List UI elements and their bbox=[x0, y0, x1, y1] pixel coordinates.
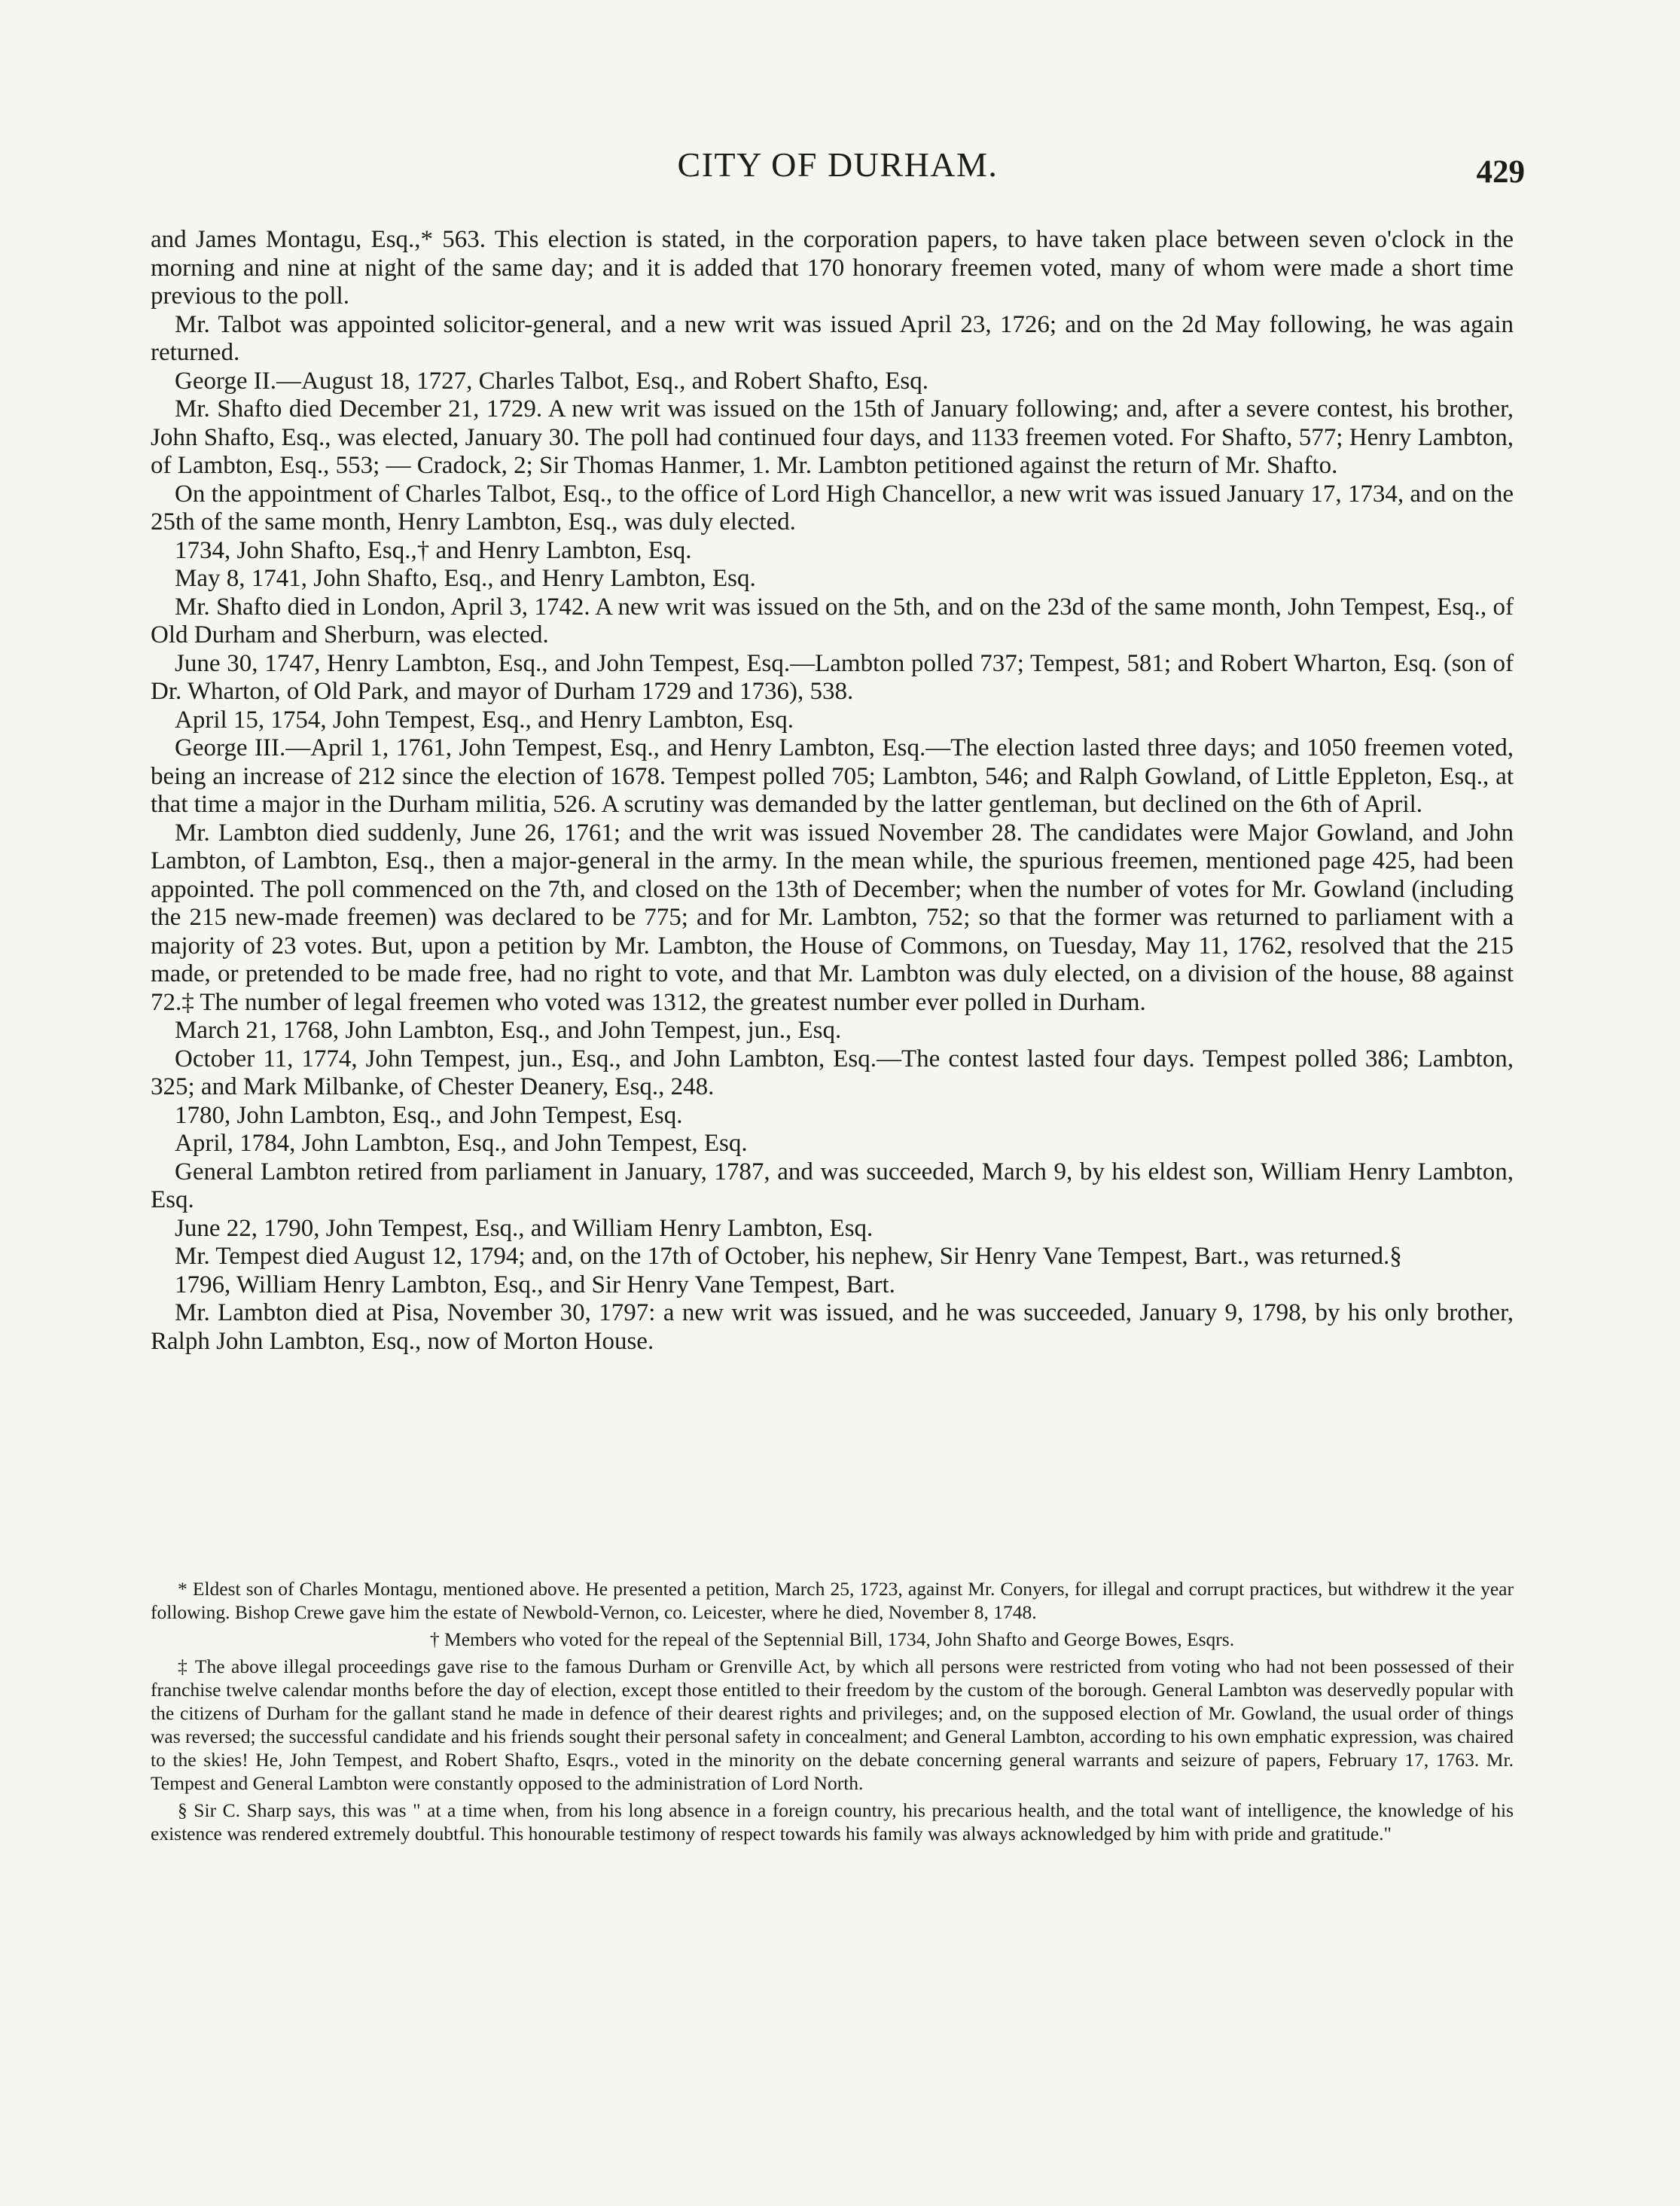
paragraph: On the appointment of Charles Talbot, Esq., to the office of Lord High Chancellor, a new writ was issued January 17, 1734, and on the 25th of the same month, Henry Lambton, Esq., was duly elected. bbox=[151, 480, 1514, 535]
page-header bbox=[151, 140, 1525, 193]
running-title: CITY OF DURHAM. bbox=[677, 145, 999, 184]
footnote: ‡ The above illegal proceedings gave rise to the famous Durham or Grenville Act, by which all persons were restricted from voting who had not been possessed of their franchise twelve calendar months before the day of election, except those entitled to their freedom by the custom of the borough. General Lambton was deservedly popular with the citizens of Durham for the gallant stand he made in defence of their dearest rights and privileges; and, on the supposed election of Mr. Gowland, the usual order of things was reversed; the successful candidate and his friends sought their personal safety in concealment; and General Lambton, according to his own emphatic expression, was chaired to the skies! He, John Tempest, and Robert Shafto, Esqrs., voted in the minority on the debate concerning general warrants and seizure of papers, February 17, 1763. Mr. Tempest and General Lambton were constantly opposed to the administration of Lord North. bbox=[151, 1655, 1514, 1794]
paragraph: April, 1784, John Lambton, Esq., and John Tempest, Esq. bbox=[175, 1130, 748, 1157]
paragraph: October 11, 1774, John Tempest, jun., Esq., and John Lambton, Esq.—The contest lasted four days. Tempest polled 386; Lambton, 325; and Mark Milbanke, of Chester Deanery, Esq., 248. bbox=[151, 1045, 1514, 1100]
paragraph: and James Montagu, Esq.,* 563. This election is stated, in the corporation papers, to have taken place between seven o'clock in the morning and nine at night of the same day; and it is added that 170 honorary freemen voted, many of whom were made a short time previous to the poll. bbox=[151, 226, 1514, 310]
paragraph: June 30, 1747, Henry Lambton, Esq., and John Tempest, Esq.—Lambton polled 737; Tempest, 581; and Robert Wharton, Esq. (son of Dr. Wharton, of Old Park, and mayor of Durham 1729 and 1736), 538. bbox=[151, 649, 1514, 705]
paragraph: 1796, William Henry Lambton, Esq., and Sir Henry Vane Tempest, Bart. bbox=[175, 1271, 895, 1298]
paragraph: General Lambton retired from parliament in January, 1787, and was succeeded, March 9, by his eldest son, William Henry Lambton, Esq. bbox=[151, 1158, 1514, 1213]
paragraph: George II.—August 18, 1727, Charles Talbot, Esq., and Robert Shafto, Esq. bbox=[175, 367, 929, 395]
footnotes bbox=[151, 1577, 1514, 1849]
main-text bbox=[151, 226, 1514, 1356]
paragraph: Mr. Talbot was appointed solicitor-general, and a new writ was issued April 23, 1726; and on the 2d May following, he was again returned. bbox=[151, 310, 1514, 366]
paragraph: 1734, John Shafto, Esq.,† and Henry Lambton, Esq. bbox=[175, 536, 692, 564]
paragraph: George III.—April 1, 1761, John Tempest, Esq., and Henry Lambton, Esq.—The election lasted three days; and 1050 freemen voted, being an increase of 212 since the election of 1678. Tempest polled 705; Lambton, 546; and Ralph Gowland, of Little Eppleton, Esq., at that time a major in the Durham militia, 526. A scrutiny was demanded by the latter gentleman, but declined on the 6th of April. bbox=[151, 734, 1514, 818]
footnote: * Eldest son of Charles Montagu, mentioned above. He presented a petition, March 25, 1723, against Mr. Conyers, for illegal and corrupt practices, but withdrew it the year following. Bishop Crewe gave him the estate of Newbold-Vernon, co. Leicester, where he died, November 8, 1748. bbox=[151, 1578, 1514, 1623]
page-number: 429 bbox=[1476, 154, 1525, 190]
paragraph: Mr. Tempest died August 12, 1794; and, on the 17th of October, his nephew, Sir Henry Vane Tempest, Bart., was returned.§ bbox=[175, 1243, 1402, 1270]
paragraph: March 21, 1768, John Lambton, Esq., and John Tempest, jun., Esq. bbox=[175, 1017, 842, 1044]
footnote: † Members who voted for the repeal of the Septennial Bill, 1734, John Shafto and George Bowes, Esqrs. bbox=[429, 1628, 1235, 1650]
paragraph: April 15, 1754, John Tempest, Esq., and Henry Lambton, Esq. bbox=[175, 706, 794, 734]
paragraph: Mr. Shafto died December 21, 1729. A new writ was issued on the 15th of January following; and, after a severe contest, his brother, John Shafto, Esq., was elected, January 30. The poll had continued four days, and 1133 freemen voted. For Shafto, 577; Henry Lambton, of Lambton, Esq., 553; — Cradock, 2; Sir Thomas Hanmer, 1. Mr. Lambton petitioned against the return of Mr. Shafto. bbox=[151, 395, 1514, 479]
paragraph: Mr. Lambton died suddenly, June 26, 1761; and the writ was issued November 28. The candidates were Major Gowland, and John Lambton, of Lambton, Esq., then a major-general in the army. In the mean while, the spurious freemen, mentioned page 425, had been appointed. The poll commenced on the 7th, and closed on the 13th of December; when the number of votes for Mr. Gowland (including the 215 new-made freemen) was declared to be 775; and for Mr. Lambton, 752; so that the former was returned to parliament with a majority of 23 votes. But, upon a petition by Mr. Lambton, the House of Commons, on Tuesday, May 11, 1762, resolved that the 215 made, or pretended to be made free, had no right to vote, and that Mr. Lambton was duly elected, on a division of the house, 88 against 72.‡ The number of legal freemen who voted was 1312, the greatest number ever polled in Durham. bbox=[151, 819, 1514, 1016]
paragraph: Mr. Shafto died in London, April 3, 1742. A new writ was issued on the 5th, and on the 23d of the same month, John Tempest, Esq., of Old Durham and Sherburn, was elected. bbox=[151, 593, 1514, 648]
paragraph: 1780, John Lambton, Esq., and John Tempest, Esq. bbox=[175, 1101, 683, 1129]
paragraph: May 8, 1741, John Shafto, Esq., and Henry Lambton, Esq. bbox=[175, 565, 756, 592]
footnote: § Sir C. Sharp says, this was " at a time when, from his long absence in a foreign country, his precarious health, and the total want of intelligence, the knowledge of his existence was rendered extremely doubtful. This honourable testimony of respect towards his family was always acknowledged by him with pride and gratitude." bbox=[151, 1799, 1514, 1844]
paragraph: Mr. Lambton died at Pisa, November 30, 1797: a new writ was issued, and he was succeeded, January 9, 1798, by his only brother, Ralph John Lambton, Esq., now of Morton House. bbox=[151, 1299, 1514, 1355]
paragraph: June 22, 1790, John Tempest, Esq., and William Henry Lambton, Esq. bbox=[175, 1214, 874, 1242]
